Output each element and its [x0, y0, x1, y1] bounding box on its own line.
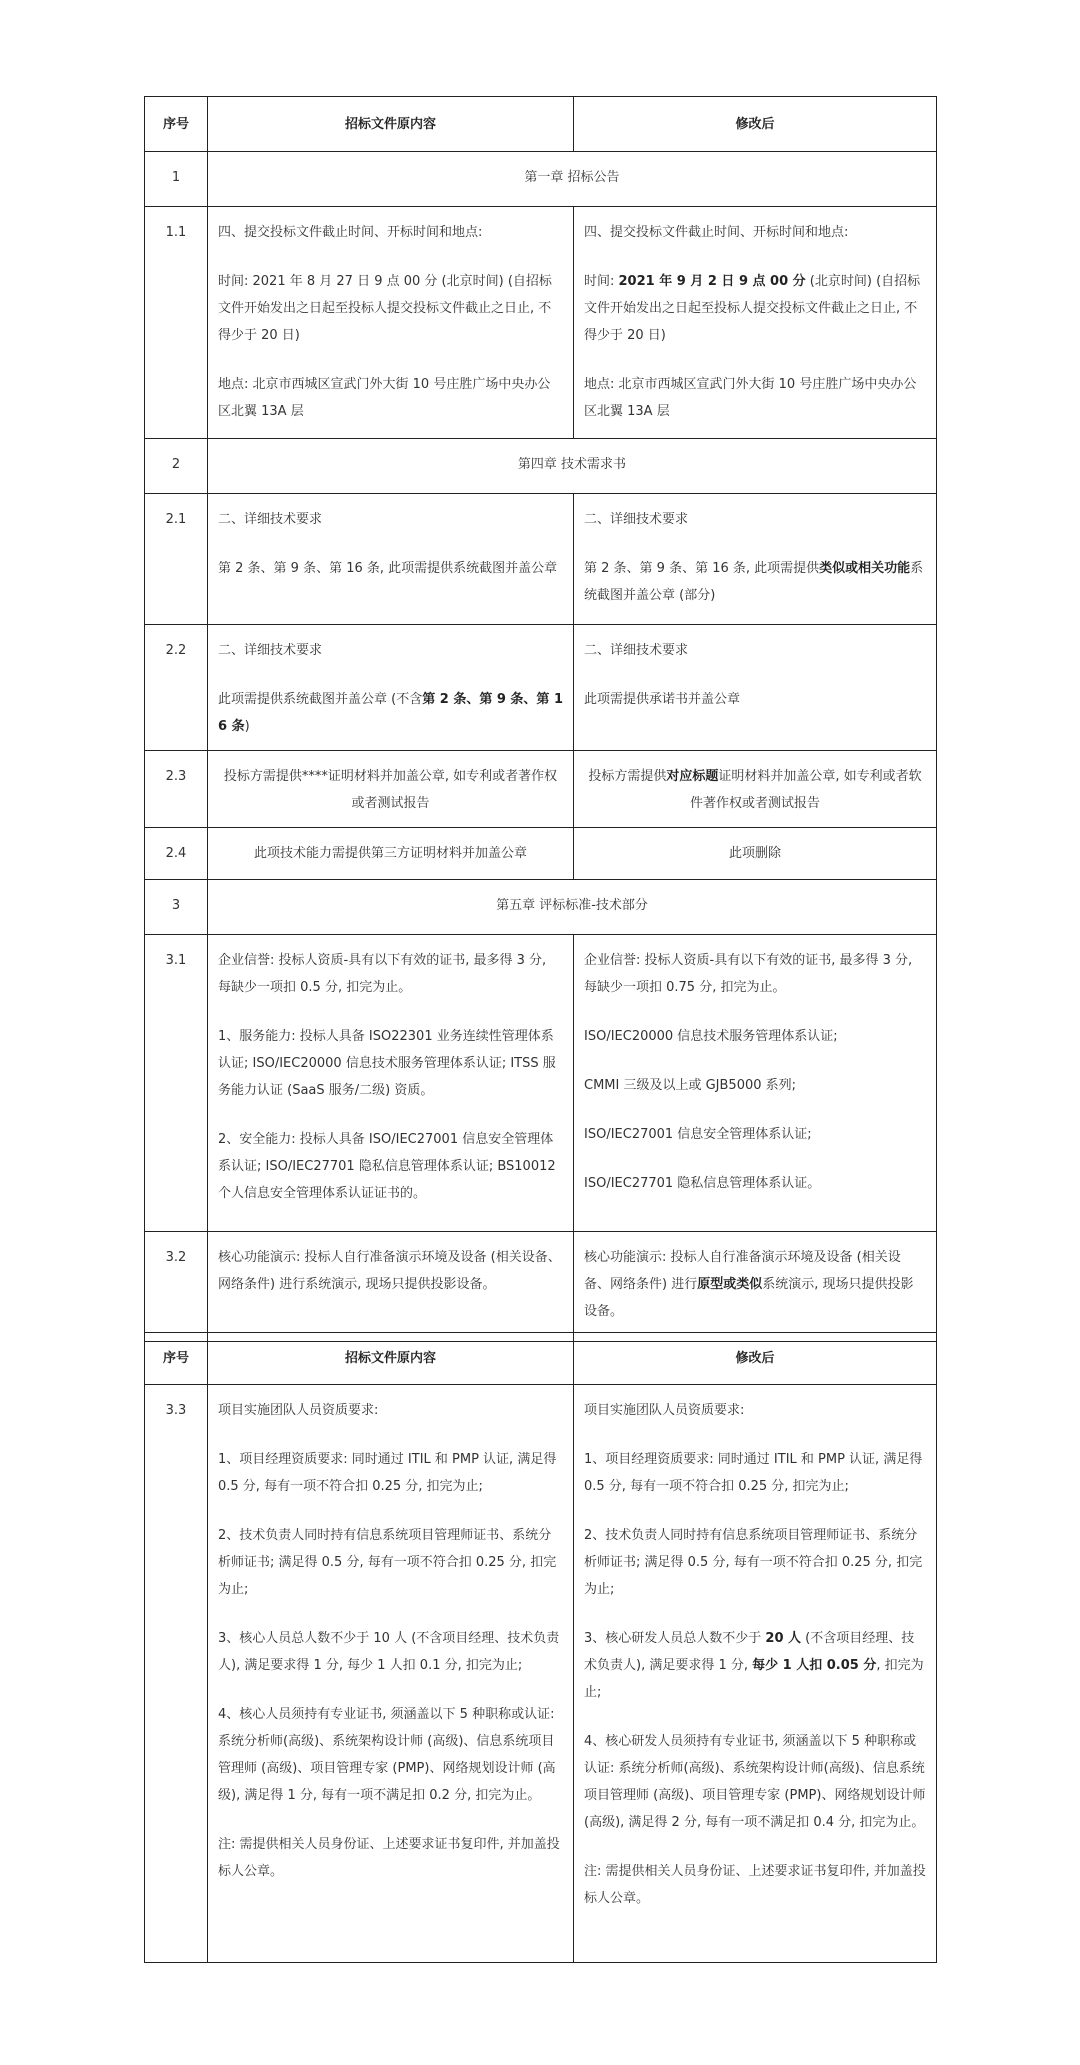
- paragraph: 二、详细技术要求: [584, 643, 689, 658]
- chapter-heading: 第一章 招标公告: [208, 152, 937, 207]
- paragraph: 时间: 2021 年 8 月 27 日 9 点 00 分 (北京时间) (自招标文件开始发出之日起至投标人提交投标文件截止之日止, 不得少于 20 日): [218, 274, 552, 343]
- paragraph: 项目实施团队人员资质要求:: [218, 1403, 379, 1418]
- text: 投标方需提供: [588, 769, 667, 784]
- paragraph: ISO/IEC27001 信息安全管理体系认证;: [584, 1127, 812, 1142]
- header-row: [145, 97, 937, 152]
- table-row: [145, 439, 937, 494]
- table-row: [145, 828, 937, 880]
- modified-content: [574, 625, 937, 751]
- table-row: [145, 152, 937, 207]
- paragraph: 企业信誉: 投标人资质-具有以下有效的证书, 最多得 3 分, 每缺少一项扣 0.75 分, 扣完为止。: [584, 953, 913, 995]
- amendment-table-1: [144, 96, 937, 1342]
- table-row: [145, 1232, 937, 1342]
- paragraph: 3、核心人员总人数不少于 10 人 (不含项目经理、技术负责人), 满足要求得 1 分, 每少 1 人扣 0.1 分, 扣完为止;: [218, 1631, 560, 1673]
- paragraph: 1、项目经理资质要求: 同时通过 ITIL 和 PMP 认证, 满足得 0.5 分, 每有一项不符合扣 0.25 分, 扣完为止;: [218, 1452, 557, 1494]
- paragraph: 二、详细技术要求: [584, 512, 689, 527]
- header-no: 序号: [145, 97, 208, 152]
- header-original: 招标文件原内容: [208, 1333, 574, 1385]
- original-content: 核心功能演示: 投标人自行准备演示环境及设备 (相关设备、网络条件) 进行系统演示, 现场只提供投影设备。: [208, 1232, 574, 1342]
- text: 第 2 条、第 9 条、第 16 条, 此项需提供: [584, 561, 820, 576]
- paragraph: [218, 686, 563, 740]
- amendment-table-2: [144, 1332, 937, 1963]
- row-number: 1.1: [145, 207, 208, 439]
- row-number: 3: [145, 880, 208, 935]
- text: 3、核心研发人员总人数不少于: [584, 1631, 766, 1646]
- row-number: 2.4: [145, 828, 208, 880]
- chapter-heading: 第五章 评标标准-技术部分: [208, 880, 937, 935]
- table-row: [145, 625, 937, 751]
- paragraph: 4、核心研发人员须持有专业证书, 须涵盖以下 5 种职称或认证: 系统分析师(高级)、系统架构设计师(高级)、信息系统项目管理师 (高级)、项目管理专家 (PMP)、网络规划设计师 (高级), 满足得 2 分, 每有一项不满足扣 0.4 分, 扣完为止。: [584, 1734, 926, 1830]
- paragraph: 1、项目经理资质要求: 同时通过 ITIL 和 PMP 认证, 满足得 0.5 分, 每有一项不符合扣 0.25 分, 扣完为止;: [584, 1452, 923, 1494]
- paragraph: 第 2 条、第 9 条、第 16 条, 此项需提供系统截图并盖公章: [218, 561, 558, 576]
- text: 此项需提供系统截图并盖公章 (不含: [218, 692, 423, 707]
- row-number: 3.2: [145, 1232, 208, 1342]
- text: (不含项目经理、技术负责人), 满足要求得 1 分,: [584, 1631, 915, 1673]
- paragraph: ISO/IEC27701 隐私信息管理体系认证。: [584, 1176, 821, 1191]
- paragraph: 1、服务能力: 投标人具备 ISO22301 业务连续性管理体系认证; ISO/IEC20000 信息技术服务管理体系认证; ITSS 服务能力认证 (SaaS 服务/二级) 资质。: [218, 1029, 556, 1098]
- row-number: 2.3: [145, 751, 208, 828]
- paragraph: 地点: 北京市西城区宣武门外大街 10 号庄胜广场中央办公区北翼 13A 层: [584, 377, 917, 419]
- text: 系统演示, 现场只提供投影设备。: [584, 1277, 914, 1319]
- paragraph: [584, 1625, 926, 1706]
- header-modified: 修改后: [574, 97, 937, 152]
- changed-text: 2021 年 9 月 2 日 9 点 00 分: [618, 274, 806, 289]
- paragraph: 项目实施团队人员资质要求:: [584, 1403, 745, 1418]
- text: ): [244, 719, 250, 734]
- modified-content: [574, 935, 937, 1232]
- original-content: [208, 1385, 574, 1963]
- modified-content: [574, 1385, 937, 1963]
- original-content: [208, 207, 574, 439]
- paragraph: 2、安全能力: 投标人具备 ISO/IEC27001 信息安全管理体系认证; ISO/IEC27701 隐私信息管理体系认证; BS10012 个人信息安全管理体系认证证书的。: [218, 1132, 556, 1201]
- table-row: [145, 494, 937, 625]
- text: , 扣完为止;: [584, 1658, 924, 1700]
- original-content: [208, 935, 574, 1232]
- text: 时间:: [584, 274, 619, 289]
- original-content: [208, 494, 574, 625]
- modified-content: [574, 207, 937, 439]
- paragraph: ISO/IEC20000 信息技术服务管理体系认证;: [584, 1029, 838, 1044]
- paragraph: 二、详细技术要求: [218, 643, 323, 658]
- modified-content: 此项删除: [574, 828, 937, 880]
- row-number: 3.1: [145, 935, 208, 1232]
- table-row: [145, 751, 937, 828]
- original-content: 投标方需提供****证明材料并加盖公章, 如专利或者著作权或者测试报告: [208, 751, 574, 828]
- row-number: 2.2: [145, 625, 208, 751]
- table-row: [145, 880, 937, 935]
- row-number: 3.3: [145, 1385, 208, 1963]
- header-no: 序号: [145, 1333, 208, 1385]
- modified-content: [574, 1232, 937, 1342]
- modified-content: [574, 494, 937, 625]
- table-row: [145, 935, 937, 1232]
- modified-content: [574, 751, 937, 828]
- paragraph: [584, 268, 926, 349]
- changed-text: 对应标题: [666, 769, 719, 784]
- paragraph: 此项需提供承诺书并盖公章: [584, 692, 741, 707]
- row-number: 1: [145, 152, 208, 207]
- row-number: 2: [145, 439, 208, 494]
- changed-text: 每少 1 人扣 0.05 分: [752, 1658, 877, 1673]
- row-number: 2.1: [145, 494, 208, 625]
- paragraph: 2、技术负责人同时持有信息系统项目管理师证书、系统分析师证书; 满足得 0.5 分, 每有一项不符合扣 0.25 分, 扣完为止;: [584, 1528, 923, 1597]
- chapter-heading: 第四章 技术需求书: [208, 439, 937, 494]
- text: 核心功能演示: 投标人自行准备演示环境及设备 (相关设备、网络条件) 进行: [584, 1250, 901, 1292]
- header-row: [145, 1333, 937, 1385]
- paragraph: 2、技术负责人同时持有信息系统项目管理师证书、系统分析师证书; 满足得 0.5 分, 每有一项不符合扣 0.25 分, 扣完为止;: [218, 1528, 557, 1597]
- paragraph: CMMI 三级及以上或 GJB5000 系列;: [584, 1078, 797, 1093]
- header-modified: 修改后: [574, 1333, 937, 1385]
- changed-text: 原型或类似: [697, 1277, 763, 1292]
- paragraph: 二、详细技术要求: [218, 512, 323, 527]
- changed-text: 20 人: [765, 1631, 802, 1646]
- paragraph: 四、提交投标文件截止时间、开标时间和地点:: [218, 225, 483, 240]
- text: 系统截图并盖公章 (部分): [584, 561, 924, 603]
- paragraph: 企业信誉: 投标人资质-具有以下有效的证书, 最多得 3 分, 每缺少一项扣 0.5 分, 扣完为止。: [218, 953, 547, 995]
- changed-text: 类似或相关功能: [819, 561, 911, 576]
- paragraph: 4、核心人员须持有专业证书, 须涵盖以下 5 种职称或认证: 系统分析师(高级)、系统架构设计师 (高级)、信息系统项目管理师 (高级)、项目管理专家 (PMP)、网络规划设计师 (高级), 满足得 1 分, 每有一项不满足扣 0.2 分, 扣完为止。: [218, 1707, 556, 1803]
- table-row: [145, 1385, 937, 1963]
- table-row: [145, 207, 937, 439]
- paragraph: 注: 需提供相关人员身份证、上述要求证书复印件, 并加盖投标人公章。: [584, 1864, 926, 1906]
- changed-text: 第 2 条、第 9 条、第 16 条: [218, 692, 563, 734]
- original-content: 此项技术能力需提供第三方证明材料并加盖公章: [208, 828, 574, 880]
- paragraph: [584, 555, 926, 609]
- header-original: 招标文件原内容: [208, 97, 574, 152]
- paragraph: 地点: 北京市西城区宣武门外大街 10 号庄胜广场中央办公区北翼 13A 层: [218, 377, 551, 419]
- original-content: [208, 625, 574, 751]
- paragraph: 注: 需提供相关人员身份证、上述要求证书复印件, 并加盖投标人公章。: [218, 1837, 560, 1879]
- paragraph: 四、提交投标文件截止时间、开标时间和地点:: [584, 225, 849, 240]
- text: 证明材料并加盖公章, 如专利或者软件著作权或者测试报告: [689, 769, 922, 811]
- text: (北京时间) (自招标文件开始发出之日起至投标人提交投标文件截止之日止, 不得少于 20 日): [584, 274, 921, 343]
